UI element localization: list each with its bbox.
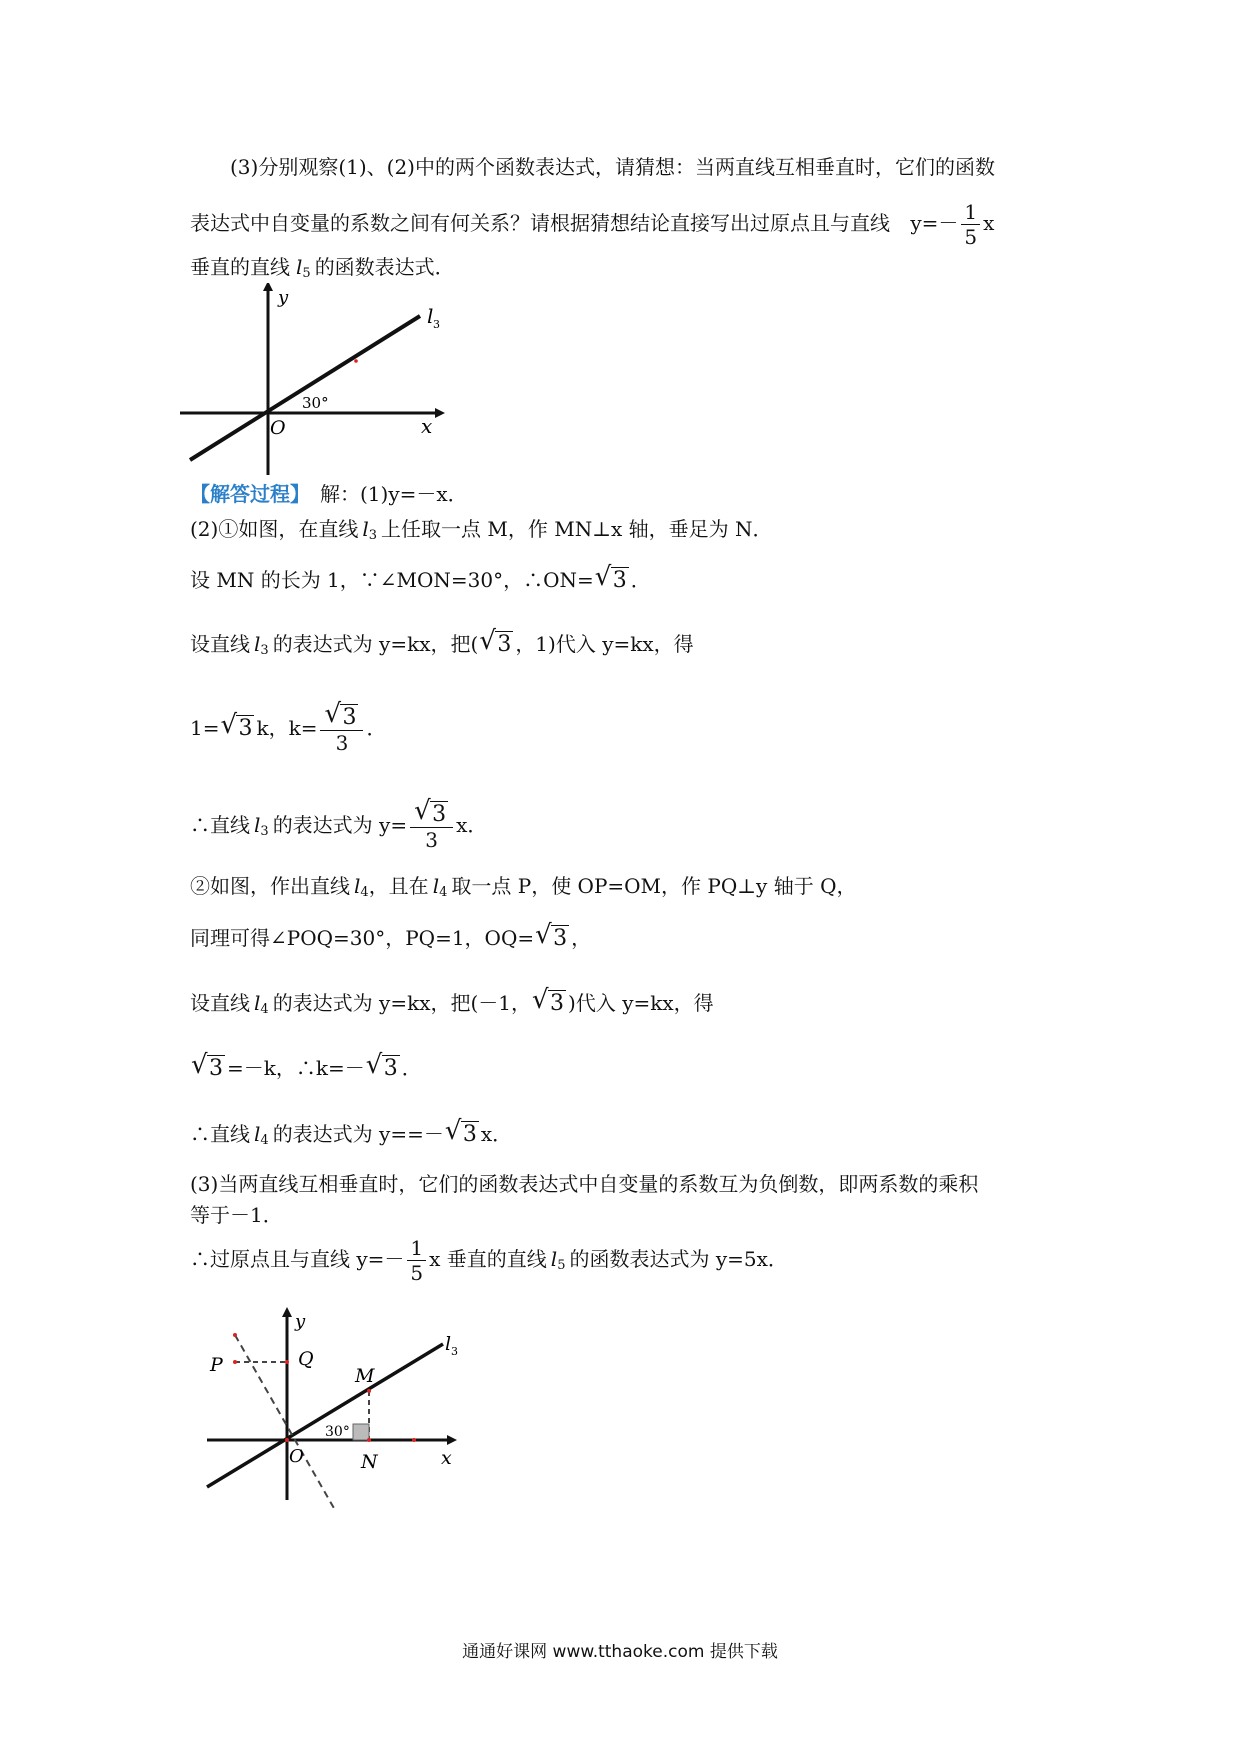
solution-line5-b: k，k= (256, 716, 318, 740)
figure1-point (354, 359, 358, 363)
problem3-line2 (190, 200, 994, 249)
line-symbol: l (254, 1122, 261, 1146)
figure2-p-label: P (210, 1354, 223, 1376)
line-subscript: 3 (368, 528, 378, 543)
figure1-graph (180, 283, 450, 478)
sqrt3-over-3-fraction (320, 705, 363, 755)
figure1-y-label: y (278, 287, 289, 308)
line-symbol: l (550, 1247, 558, 1271)
sqrt-expression (480, 631, 513, 659)
line-subscript: 4 (260, 1133, 269, 1148)
line-subscript: 4 (260, 1002, 269, 1017)
solution-line7-c: 取一点 P，使 OP=OM，作 PQ⊥y 轴于 Q， (451, 874, 857, 898)
solution-line2 (190, 515, 773, 550)
solution-line7 (190, 872, 856, 907)
solution-line4 (190, 630, 694, 665)
sqrt-radicand: 3 (209, 1056, 223, 1081)
problem3-eq-prefix: y=－ (910, 211, 959, 235)
figure2-right-angle-marker (353, 1424, 369, 1440)
fraction-denominator: 5 (961, 224, 980, 249)
solution-line9 (190, 989, 714, 1024)
solution-line4-c: ，1)代入 y=kx，得 (515, 632, 694, 656)
problem3-line3-post: 的函数表达式． (314, 255, 455, 279)
solution-line11-end: x． (480, 1122, 513, 1146)
fraction-denominator: 3 (320, 730, 363, 755)
problem3-fraction (961, 200, 980, 249)
solution-line7-a: ②如图，作出直线 (190, 874, 350, 898)
solution-line7-b: ，且在 (368, 874, 429, 898)
figure2-y-arrow (282, 1307, 292, 1317)
solution-line8-a: 同理可得∠POQ=30°，PQ=1，OQ= (190, 926, 535, 950)
line-symbol: l (254, 991, 261, 1015)
solution-line11-b: 的表达式为 y==－ (272, 1122, 444, 1146)
line-symbol: l (354, 874, 361, 898)
figure2-point-p (233, 1360, 237, 1364)
solution-line9-b: 的表达式为 y=kx，把(－1， (272, 991, 532, 1015)
sqrt-expression (221, 699, 254, 759)
line-subscript: 5 (557, 1258, 566, 1273)
figure2-point-n (367, 1438, 371, 1442)
solution-line6-a: ∴直线 (190, 813, 250, 837)
figure2-x-label: x (441, 1447, 452, 1469)
solution-line5 (190, 698, 386, 759)
figure1-origin-label: O (270, 417, 286, 439)
solution-line14-a: ∴过原点且与直线 y=－ (190, 1247, 405, 1271)
figure2-point-m (367, 1389, 371, 1393)
solution-line11-a: ∴直线 (190, 1122, 250, 1146)
figure2-y-label: y (295, 1311, 306, 1332)
fraction-denominator: 5 (407, 1260, 426, 1285)
solution-line5-end: ． (366, 716, 387, 740)
solution-line3-a: 设 MN 的长为 1，∵∠MON=30°，∴ON= (190, 568, 594, 592)
line-subscript: 3 (260, 824, 269, 839)
solution-line4-b: 的表达式为 y=kx，把( (272, 632, 479, 656)
solution-line14-c: 的函数表达式为 y=5x． (569, 1247, 788, 1271)
solution-line8 (190, 924, 591, 953)
sqrt-expression (325, 706, 358, 730)
solution-line10-end: ． (401, 1056, 422, 1080)
figure2-point-q (285, 1360, 289, 1364)
line-symbol: l (254, 632, 261, 656)
sqrt-expression (533, 990, 566, 1018)
sqrt-radicand: 3 (238, 716, 253, 741)
sqrt-radicand: 3 (497, 632, 512, 657)
line-symbol: l (432, 874, 440, 898)
figure2-point-x (412, 1438, 416, 1442)
footer-source: 通通好课网 www.tthaoke.com 提供下载 (462, 1642, 778, 1662)
figure2-graph (195, 1305, 475, 1520)
figure2-origin-label: O (289, 1446, 304, 1467)
line-symbol: l (254, 813, 261, 837)
solution-line12: (3)当两直线互相垂直时，它们的函数表达式中自变量的系数互为负倒数，即两系数的乘积 (190, 1172, 979, 1196)
line-subscript: 3 (260, 643, 269, 658)
figure1-x-label: x (421, 414, 433, 438)
solution-line1 (190, 480, 468, 508)
problem3-eq-suffix: x (983, 211, 995, 235)
problem3-line2-text: 表达式中自变量的系数之间有何关系？请根据猜想结论直接写出过原点且与直线 (190, 211, 890, 235)
figure1-x-arrow (435, 408, 445, 418)
solution-line14-b: x 垂直的直线 (429, 1247, 547, 1271)
solution-line5-a: 1= (190, 716, 220, 740)
solution-line6-b: 的表达式为 y= (272, 813, 408, 837)
solution-line14 (190, 1236, 788, 1285)
figure2-m-label: M (355, 1365, 375, 1387)
solution-heading: 【解答过程】 (190, 482, 310, 506)
solution-line13: 等于－1． (190, 1203, 283, 1227)
figure2-line-l3 (207, 1344, 443, 1487)
figure2-n-label: N (361, 1451, 378, 1473)
figure2-line-subscript: 3 (451, 1345, 458, 1358)
line-subscript: 4 (439, 885, 448, 900)
fraction-numerator: 1 (964, 200, 978, 224)
fraction-numerator: 1 (410, 1236, 424, 1260)
sqrt-expression (446, 1121, 479, 1149)
sqrt-expression (415, 803, 448, 827)
solution-line9-a: 设直线 (190, 991, 250, 1015)
line-symbol: l (362, 517, 369, 541)
line-symbol: l (296, 255, 303, 279)
solution-line8-end: ， (571, 926, 592, 950)
sqrt-radicand: 3 (550, 991, 565, 1016)
figure1-line-l3 (190, 316, 420, 460)
figure2-angle-label: 30° (325, 1424, 350, 1440)
problem3-line1: (3)分别观察(1)、(2)中的两个函数表达式，请猜想：当两直线互相垂直时，它们的函数 (230, 155, 995, 179)
figure2-point-o (285, 1438, 289, 1442)
solution-part1: 解：(1)y=－x． (320, 482, 468, 506)
solution-line3-end: ． (630, 568, 651, 592)
figure2-q-label: Q (298, 1348, 314, 1370)
sqrt-radicand: 3 (612, 568, 627, 593)
solution-line6 (190, 795, 487, 862)
figure2-point-l4-end (233, 1333, 237, 1337)
figure2-line-label: l (445, 1333, 452, 1355)
solution-line3 (190, 566, 651, 595)
solution-line10-a: =－k，∴k=－ (227, 1056, 365, 1080)
problem3-line3-pre: 垂直的直线 (190, 255, 290, 279)
fraction-denominator: 3 (410, 827, 453, 852)
line-subscript: 5 (302, 266, 311, 281)
figure1-line-subscript: 3 (433, 318, 440, 331)
sqrt-expression (367, 1055, 400, 1083)
figure2-x-arrow (447, 1435, 457, 1445)
sqrt-radicand: 3 (462, 1122, 477, 1147)
solution-line11 (190, 1120, 512, 1155)
sqrt-radicand: 3 (342, 704, 357, 730)
solution-line2-a: (2)①如图，在直线 (190, 517, 359, 541)
sqrt-expression (192, 1055, 225, 1083)
one-fifth-fraction (407, 1236, 426, 1285)
figure1-angle-label: 30° (302, 394, 329, 412)
solution-line4-a: 设直线 (190, 632, 250, 656)
sqrt-radicand: 3 (432, 801, 447, 827)
sqrt-radicand: 3 (383, 1056, 398, 1081)
solution-line6-end: x． (456, 813, 488, 837)
figure1-line-label: l (427, 304, 434, 328)
solution-line10 (190, 1054, 422, 1083)
sqrt-expression (596, 567, 629, 595)
figure1-y-arrow (263, 283, 273, 291)
solution-line9-c: )代入 y=kx，得 (568, 991, 714, 1015)
sqrt3-over-3-fraction (410, 802, 453, 852)
sqrt-radicand: 3 (553, 926, 568, 951)
solution-line2-b: 上任取一点 M，作 MN⊥x 轴，垂足为 N． (381, 517, 773, 541)
line-subscript: 4 (360, 885, 369, 900)
sqrt-expression (536, 925, 569, 953)
